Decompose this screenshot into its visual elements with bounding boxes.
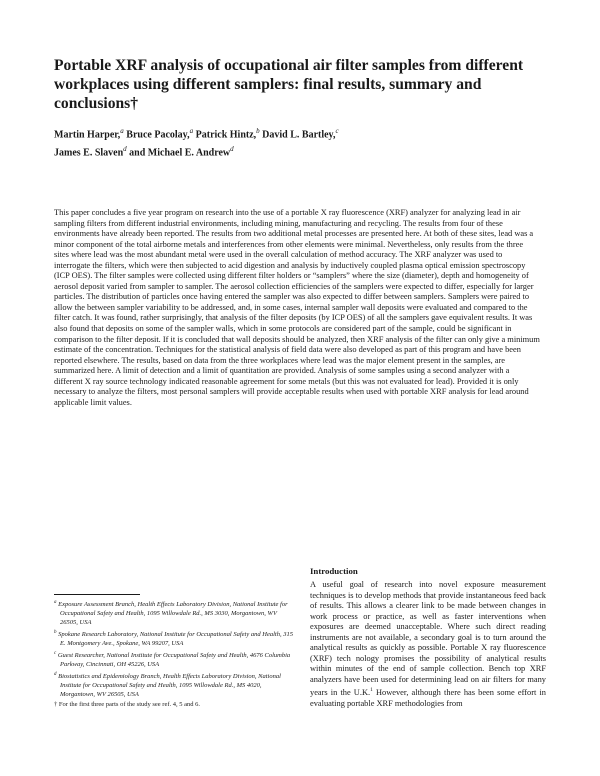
- author-name: Martin Harper,: [54, 129, 121, 141]
- introduction-paragraph: A useful goal of research into novel exposure measurement techniques is to develop methods that provide instantaneous feed back of results. This allows a clearer link to be made between changes in work process or practice, as well as faster interventions when exposures are deemed unacceptable. Where such direct reading instruments are not available, a secondary goal is to turn around the analytical results as quickly as possible. Portable X ray fluorescence (XRF) tech nology promises the possibility of analytical results within minutes of the end of sample collection. Bench top XRF analyzers have been used for determining lead on air filters for many years in the U.K.$^1$ However, although there has been some effort in evaluating portable XRF methodologies from: [310, 580, 546, 708]
- affiliation-mark: c: [335, 127, 339, 135]
- author-name: Patrick Hintz,: [193, 129, 257, 141]
- author-list: [54, 124, 544, 161]
- footnote-affiliation: $^a$ Exposure Assessment Branch, Health Effects Laboratory Division, National Institute for Occupational Safety and Health, 1095 Willowdale Rd., MS 3030, Morgantown, WV 26505, USA: [54, 600, 288, 626]
- footnote-affiliation: $^b$ Spokane Research Laboratory, National Institute for Occupational Safety and Health, 315 E. Montgomery Ave., Spokane, WA 99207, USA: [54, 629, 293, 647]
- footnote-study-parts: † For the first three parts of the study see ref. 4, 5 and 6.: [54, 700, 201, 708]
- footnotes: [54, 594, 294, 711]
- paper-title: Portable XRF analysis of occupational air filter samples from different workplaces using different samplers: final results, summary and conclusions†: [54, 57, 524, 112]
- author-name: Bruce Pacolay,: [123, 129, 190, 141]
- author-name: James E. Slaven: [54, 147, 124, 159]
- affiliation-mark: a: [120, 127, 124, 135]
- citation-ref: 1: [370, 687, 373, 694]
- footnote-rule: [54, 594, 140, 595]
- section-heading-introduction: Introduction: [310, 566, 358, 576]
- affiliation-mark: d: [230, 145, 234, 154]
- affiliation-mark: a: [189, 127, 194, 135]
- author-name: David L. Bartley,: [259, 129, 336, 141]
- affiliation-mark: d: [123, 145, 127, 154]
- abstract: This paper concludes a five year program on research into the use of a portable X ray fluorescence (XRF) analyzer for analyzing lead in air sampling filters from different industrial environments, including mining, manufacturing and recycling. The results from four of these environments have already been reported. The results from two additional metal processes are presented here. At both of these sites, lead was a minor component of the total airborne metals and interferences from other elements were minimal. Nevertheless, only results from the three sites where lead was the most abundant metal were used in the overall calculation of method accuracy. The XRF analyzer was used to interrogate the filters, which were then subjected to acid digestion and analysis by inductively coupled plasma optical emission spectroscopy (ICP OES). The filter samples were collected using different filter holders or “samplers” where the size (diameter), depth and homogeneity of aerosol deposit varied from sampler to sampler. The aerosol collection efficiencies of the samplers were expected to differ, especially for larger particles. The distribution of particles once having entered the sampler was also expected to differ between samplers. Samplers were paired to allow the between sampler variability to be addressed, and, in some cases, internal sampler wall deposits were evaluated and compared to the filter catch. It was found, rather surprisingly, that analysis of the filter deposits (by ICP OES) of all the samplers gave equivalent results. It was also found that deposits on some of the sampler walls, which in some protocols are considered part of the sample, could be significant in comparison to the filter deposit. If it is concluded that wall deposits should be analyzed, then XRF analysis of the filter can only give a minimum estimate of the concentration. Techniques for the statistical analysis of field data were also developed as part of this program and have been reported elsewhere. The results, based on data from the three workplaces where lead was the major element present in the samples, are summarized here. A limit of detection and a limit of quantitation are provided. Analysis of some samples using a second analyzer with a different X ray source technology indicated reasonable agreement for some metals (but this was not evaluated for lead). Provided it is only necessary to analyze the filters, most personal samplers will provide acceptable results when used with portable XRF analysis for lead around applicable limit values.: [54, 208, 540, 407]
- footnote-affiliation: $^d$ Biostatistics and Epidemiology Branch, Health Effects Laboratory Division, National Institute for Occupational Safety and Health, 1095 Willowdale Rd., MS 4020, Morgantown, WV 26505, USA: [54, 671, 281, 698]
- author-name: and Michael E. Andrew: [126, 147, 231, 159]
- footnote-affiliation: $^c$ Guest Researcher, National Institute for Occupational Safety and Health, 4676 Columbia Parkway, Cincinnati, OH 45226, USA: [54, 650, 291, 668]
- affiliation-mark: b: [256, 127, 260, 135]
